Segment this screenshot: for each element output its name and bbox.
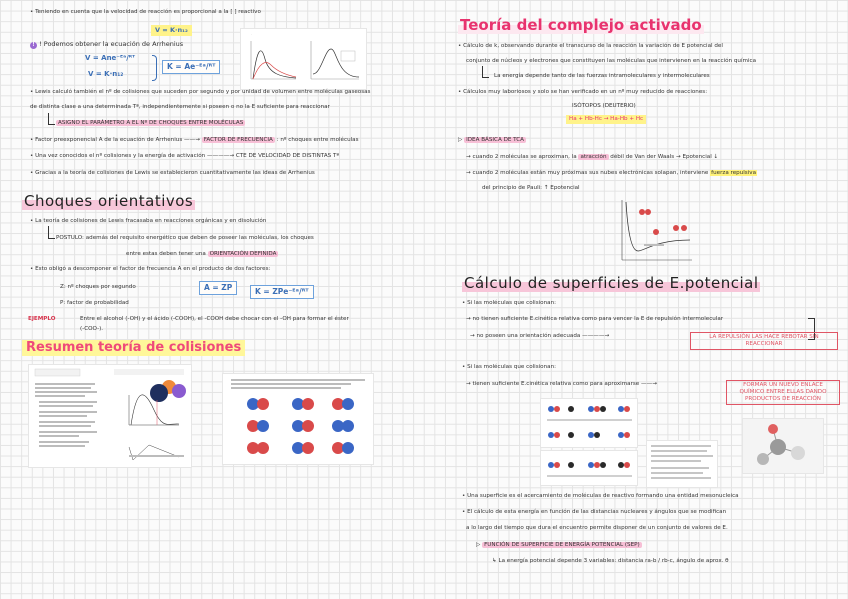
text-lewis-1: • Lewis calculó también el nº de colisiones que suceden por segundo y por unidad de volumen entre moléculas gaseosas	[30, 89, 371, 95]
text-lewis-failed: • La teoría de colisiones de Lewis fracasaba en reacciones orgánicas y en disolución	[30, 218, 267, 224]
arrow-energy	[482, 66, 489, 78]
tca-idea-label: IDEA BÁSICA DE TCA	[466, 137, 525, 143]
no-energy-label: no tienen suficiente E.cinética relativa como para vencer la E de repulsión intermolecular	[472, 316, 724, 322]
figure-text-note	[646, 440, 718, 488]
text-velocity: • Teniendo en cuenta que la velocidad de reacción es proporcional a la [ ] reactivo	[30, 9, 261, 15]
orientation-label: entre estas deben tener una	[126, 251, 206, 257]
text-example-2: (-COO-).	[80, 326, 104, 332]
arrow-icon: →	[466, 154, 473, 160]
assign-label: ASIGNO EL PARÁMETRO A EL Nº DE CHOQUES ENTRE MOLÉCULAS	[58, 120, 244, 126]
arrow-icon: ▷	[476, 542, 483, 548]
formula-arrhenius-k: K = Ae⁻ᴱᵃ/ᴿᵀ	[162, 60, 220, 74]
heading-choques-text: Choques orientativos	[24, 192, 194, 210]
factor-frequency: FACTOR DE FRECUENCIA	[203, 137, 273, 143]
brace-icon	[152, 55, 157, 81]
box-new-bond: FORMAR UN NUEVO ENLACE QUÍMICO ENTRE ELLAS DANDO PRODUCTOS DE REACCIÓN	[726, 380, 840, 405]
close-label: cuando 2 moléculas están muy próximas sus nubes electrónicas solapan, interviene	[472, 170, 709, 176]
text-if-molecules-2: • Si las moléculas que colisionan:	[462, 364, 557, 370]
resumen-left-graphic	[29, 365, 191, 467]
arrow-icon: →	[466, 170, 473, 176]
formula-isotopes	[566, 115, 646, 124]
arrow-icon: ▷	[458, 137, 465, 143]
heading-superficies-text: Cálculo de superficies de E.potencial	[464, 274, 759, 292]
formula-arrhenius-1: V = Ane⁻ᴱᵃ/ᴿᵀ	[85, 54, 136, 62]
text-p-factor: P: factor de probabilidad	[60, 300, 129, 306]
formula-isotopes-text: Ha + Hb-Hc → Ha-Hb + Hc	[569, 116, 644, 122]
formula-a-zp: A = ZP	[199, 281, 237, 295]
vdw-label: débil de Van der Waals	[610, 154, 675, 160]
attraction-word: atracción	[580, 154, 607, 160]
assign-highlight	[56, 120, 245, 127]
formula-k-zp: K = ZPe⁻ᴱᵃ/ᴿᵀ	[250, 285, 314, 299]
text-pauli: del principio de Pauli: ↑ Epotencial	[482, 185, 580, 191]
text-energy-depends: La energía depende tanto de las fuerzas intramoleculares y intermoleculares	[494, 73, 710, 79]
heading-superficies	[462, 274, 760, 292]
text-calc-k-2: conjunto de núcleos y electrones que constituyen las moléculas que intervienen en la reacción química	[466, 58, 757, 64]
factor-label: • Factor preexponencial A de la ecuación de Arrhenius	[30, 137, 183, 143]
box-repulsion: LA REPULSIÓN LAS HACE REBOTAR SIN REACCIONAR	[690, 332, 838, 350]
resumen-right-graphic	[223, 374, 373, 464]
text-orientation	[126, 251, 278, 258]
arrow-icon: ↳	[492, 558, 499, 564]
no-orientation-label: no poseen una orientación adecuada	[476, 333, 581, 339]
figure-collision-right-2	[540, 450, 638, 486]
figure-collision-right	[540, 398, 638, 448]
arrhenius-label: ! Podemos obtener la ecuación de Arrhenius	[39, 40, 184, 48]
text-has-energy	[466, 381, 657, 388]
collision-diagram-1	[541, 399, 637, 447]
heading-resumen: Resumen teoría de colisiones	[22, 340, 245, 356]
text-laborious: • Cálculos muy laboriosos y solo se han verificado en un nº muy reducido de reacciones:	[458, 89, 708, 95]
collisions-known-label: • Una vez conocidos el nº colisiones y la energía de activación	[30, 153, 206, 159]
arrow-assign	[48, 113, 55, 125]
warning-icon: !	[30, 42, 37, 49]
arrow-right-icon: ——→	[184, 137, 202, 143]
formula-velocity: V = K·n₁₂	[151, 25, 192, 36]
epot-down: Epotencial ↓	[682, 154, 719, 160]
arrow-right-icon: ————→	[207, 153, 236, 159]
text-decompose: • Esto obligó a descomponer el factor de frecuencia A en el producto de dos factores:	[30, 266, 271, 272]
text-z-factor: Z: nº choques por segundo	[60, 284, 136, 290]
text-potential-vars	[492, 558, 729, 565]
text-if-molecules-1: • Si las moléculas que colisionan:	[462, 300, 557, 306]
figure-potential-well	[616, 196, 694, 266]
orientation-defined: ORIENTACIÓN DEFINIDA	[209, 251, 277, 257]
formula-arrhenius-2: V = K·n₁₂	[88, 70, 124, 78]
factor-desc: : nº choques entre moléculas	[276, 137, 359, 143]
approach-label: cuando 2 moléculas se aproximan, la	[472, 154, 577, 160]
heading-complejo	[458, 16, 704, 34]
text-no-energy	[466, 316, 723, 323]
text-thanks-lewis: • Gracias a la teoría de colisiones de Lewis se establecieron cuantitativamente las ideas de Arrhenius	[30, 170, 315, 176]
text-postulo: POSTULO: además del requisito energético que deben de poseer las moléculas, los choques	[56, 235, 314, 241]
distribution-graphs	[241, 29, 366, 89]
text-lewis-2: de distinta clase a una determinada Tª, independientemente si poseen o no la E suficiente para reaccionar	[30, 104, 330, 110]
text-calc-energy-2: a lo largo del tiempo que dura el encuentro permite disponer de un conjunto de valores de E.	[466, 525, 728, 531]
collision-diagram-2	[541, 451, 637, 485]
text-calc-k-1: • Cálculo de k, observando durante el transcurso de la reacción la variación de E potencial del	[458, 43, 723, 49]
text-no-orientation	[470, 333, 609, 340]
arrow-icon: →	[466, 316, 473, 322]
sep-label: FUNCIÓN DE SUPERFICIE DE ENERGÍA POTENCIAL (SEP)	[484, 542, 640, 548]
repulsive-force: fuerza repulsiva	[711, 170, 757, 176]
has-energy-label: tienen suficiente E.cinética relativa como para aproximarse	[472, 381, 640, 387]
arrow-postulo	[48, 226, 55, 239]
text-close	[466, 170, 757, 177]
text-arrhenius	[30, 41, 183, 49]
text-example-1: Entre el alcohol (-OH) y el ácido (-COOH), el -COOH debe chocar con el -OH para formar el éster	[80, 316, 349, 322]
text-collisions-known	[30, 153, 339, 160]
figure-distribution-charts	[240, 28, 367, 90]
figure-resumen-left	[28, 364, 192, 468]
text-calc-energy-1: • El cálculo de esta energía en función de las distancias nucleares y ángulos que se modifican	[462, 509, 727, 515]
arrow-icon: →	[675, 154, 683, 160]
arrow-icon: →	[470, 333, 477, 339]
potential-well-graph	[616, 196, 694, 266]
svg-text:·: ·	[251, 32, 252, 36]
text-approach	[466, 154, 718, 161]
molecule-3d-graphic	[743, 419, 823, 473]
label-ejemplo: EJEMPLO	[28, 316, 56, 322]
potential-vars-label: La energía potencial depende 3 variables: distancia ra-b / rb-c, ángulo de aprox. θ	[498, 558, 729, 564]
text-surface-def: • Una superficie es el acercamiento de moléculas de reactivo formando una entidad mesonucleica	[462, 493, 739, 499]
text-factor-pre	[30, 137, 359, 144]
text-isotopes: ISÓTOPOS (DEUTERIO)	[572, 103, 636, 109]
arrow-right-icon: ————→	[582, 333, 610, 339]
note-lines	[647, 441, 717, 487]
arrow-icon: →	[466, 381, 473, 387]
velocity-constant: CTE DE VELOCIDAD DE DISTINTAS Tª	[235, 153, 340, 159]
heading-choques	[22, 192, 195, 210]
heading-complejo-text: Teoría del complejo activado	[460, 16, 702, 34]
figure-resumen-right	[222, 373, 374, 465]
text-tca-idea	[458, 137, 526, 144]
text-sep	[476, 542, 642, 549]
arrow-right-icon: ——→	[641, 381, 657, 387]
figure-molecule-3d	[742, 418, 824, 474]
